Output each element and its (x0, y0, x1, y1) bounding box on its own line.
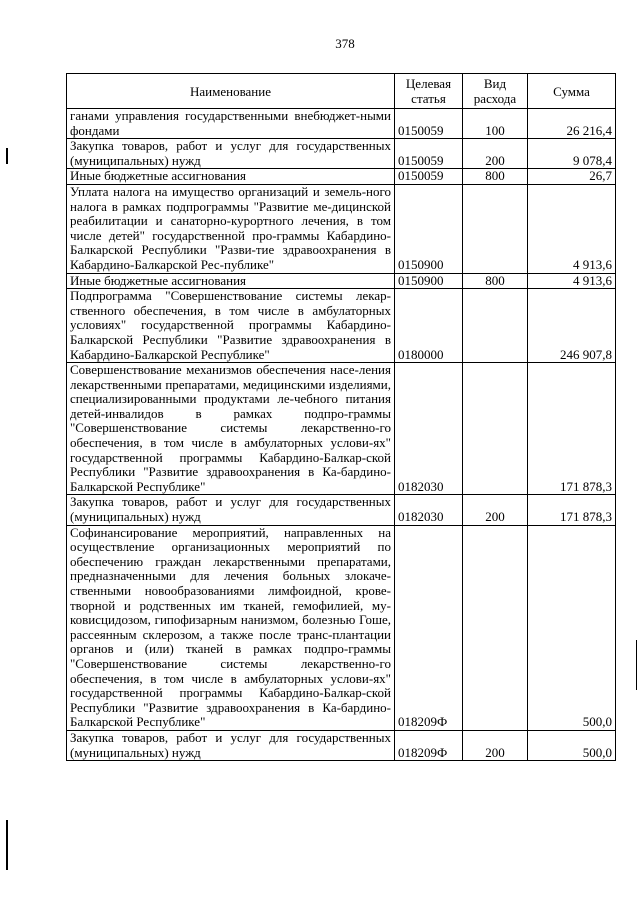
row-sum-cell: 500,0 (528, 730, 616, 760)
page-number: 378 (335, 36, 355, 51)
table-row (67, 363, 616, 495)
row-code-cell: 0150059 (395, 109, 463, 139)
table-row (67, 730, 616, 760)
row-sum-cell: 4 913,6 (528, 184, 616, 273)
table-row (67, 184, 616, 273)
row-code-cell: 0150059 (395, 139, 463, 169)
table-row (67, 169, 616, 185)
row-name-cell: Закупка товаров, работ и услуг для государственных (муниципальных) нужд (67, 139, 395, 169)
row-name-cell: Софинансирование мероприятий, направленных на осуществление организационных мероприятий по обеспечению граждан лекарственными препаратами, предназначенными для лечения больных злокаче-ственными новообразованиями лимфоидной, крове-творной и родственных им тканей, гемофилией, му-ковисцидозом, гипофизарным нанизмом, болезнью Гоше, рассеянным склерозом, а также после транс-плантации органов и (или) тканей в рамках подпро-граммы "Совершенствование системы лекарственно-го обеспечения, в том числе в амбулаторных услови-ях" государственной программы Кабардино-Балкар-ской Республики "Развитие здравоохранения в Ка-бардино-Балкарской Республике" (67, 525, 395, 730)
table-row (67, 289, 616, 363)
row-code-cell: 0180000 (395, 289, 463, 363)
table-header-row (67, 74, 616, 109)
row-name-cell: Закупка товаров, работ и услуг для государственных (муниципальных) нужд (67, 730, 395, 760)
budget-table (66, 73, 616, 761)
row-name-cell: Иные бюджетные ассигнования (67, 273, 395, 289)
table-body (67, 109, 616, 761)
row-type-cell (463, 363, 528, 495)
row-type-cell: 800 (463, 273, 528, 289)
margin-mark-right (636, 640, 637, 690)
row-name-cell: Уплата налога на имущество организаций и земель-ного налога в рамках подпрограммы "Развитие ме-дицинской реабилитации и санаторно-курортного лечения, в том числе детей" государственной про-граммы Кабардино-Балкарской Республики "Разви-тие здравоохранения в Кабардино-Балкарской Рес-публике" (67, 184, 395, 273)
row-type-cell: 800 (463, 169, 528, 185)
margin-mark-left-bottom (6, 820, 8, 870)
row-type-cell: 100 (463, 109, 528, 139)
row-name-cell: Закупка товаров, работ и услуг для государственных (муниципальных) нужд (67, 495, 395, 525)
row-type-cell: 200 (463, 495, 528, 525)
table-row (67, 273, 616, 289)
row-type-cell (463, 184, 528, 273)
row-code-cell: 0150059 (395, 169, 463, 185)
row-type-cell: 200 (463, 139, 528, 169)
row-type-cell (463, 525, 528, 730)
row-name-cell: ганами управления государственными внебюджет-ными фондами (67, 109, 395, 139)
row-sum-cell: 4 913,6 (528, 273, 616, 289)
row-name-cell: Совершенствование механизмов обеспечения насе-ления лекарственными препаратами, медицинскими изделиями, специализированными продуктами ле-чебного питания детей-инвалидов в рамках подпро-граммы "Совершенствование системы лекарственно-го обеспечения, в том числе в амбулаторных услови-ях" государственной программы Кабардино-Балкар-ской Республики "Развитие здравоохранения в Ка-бардино-Балкарской Республике" (67, 363, 395, 495)
header-name: Наименование (67, 74, 395, 109)
row-code-cell: 0150900 (395, 184, 463, 273)
row-code-cell: 0182030 (395, 363, 463, 495)
row-code-cell: 018209Ф (395, 525, 463, 730)
row-sum-cell: 26 216,4 (528, 109, 616, 139)
row-sum-cell: 171 878,3 (528, 495, 616, 525)
row-name-cell: Подпрограмма "Совершенствование системы лекар-ственного обеспечения, в том числе в амбулаторных условиях" государственной программы Кабардино-Балкарской Республики "Развитие здравоохранения в Кабардино-Балкарской Республике" (67, 289, 395, 363)
table-row (67, 139, 616, 169)
row-code-cell: 0182030 (395, 495, 463, 525)
row-type-cell (463, 289, 528, 363)
row-name-cell: Иные бюджетные ассигнования (67, 169, 395, 185)
row-sum-cell: 26,7 (528, 169, 616, 185)
row-sum-cell: 9 078,4 (528, 139, 616, 169)
row-sum-cell: 171 878,3 (528, 363, 616, 495)
row-code-cell: 0150900 (395, 273, 463, 289)
table-row (67, 525, 616, 730)
header-type: Вид расхода (463, 74, 528, 109)
row-sum-cell: 500,0 (528, 525, 616, 730)
row-type-cell: 200 (463, 730, 528, 760)
table-row (67, 109, 616, 139)
row-sum-cell: 246 907,8 (528, 289, 616, 363)
header-code: Целевая статья (395, 74, 463, 109)
table-row (67, 495, 616, 525)
header-sum: Сумма (528, 74, 616, 109)
margin-mark-left-top (6, 148, 8, 164)
row-code-cell: 018209Ф (395, 730, 463, 760)
